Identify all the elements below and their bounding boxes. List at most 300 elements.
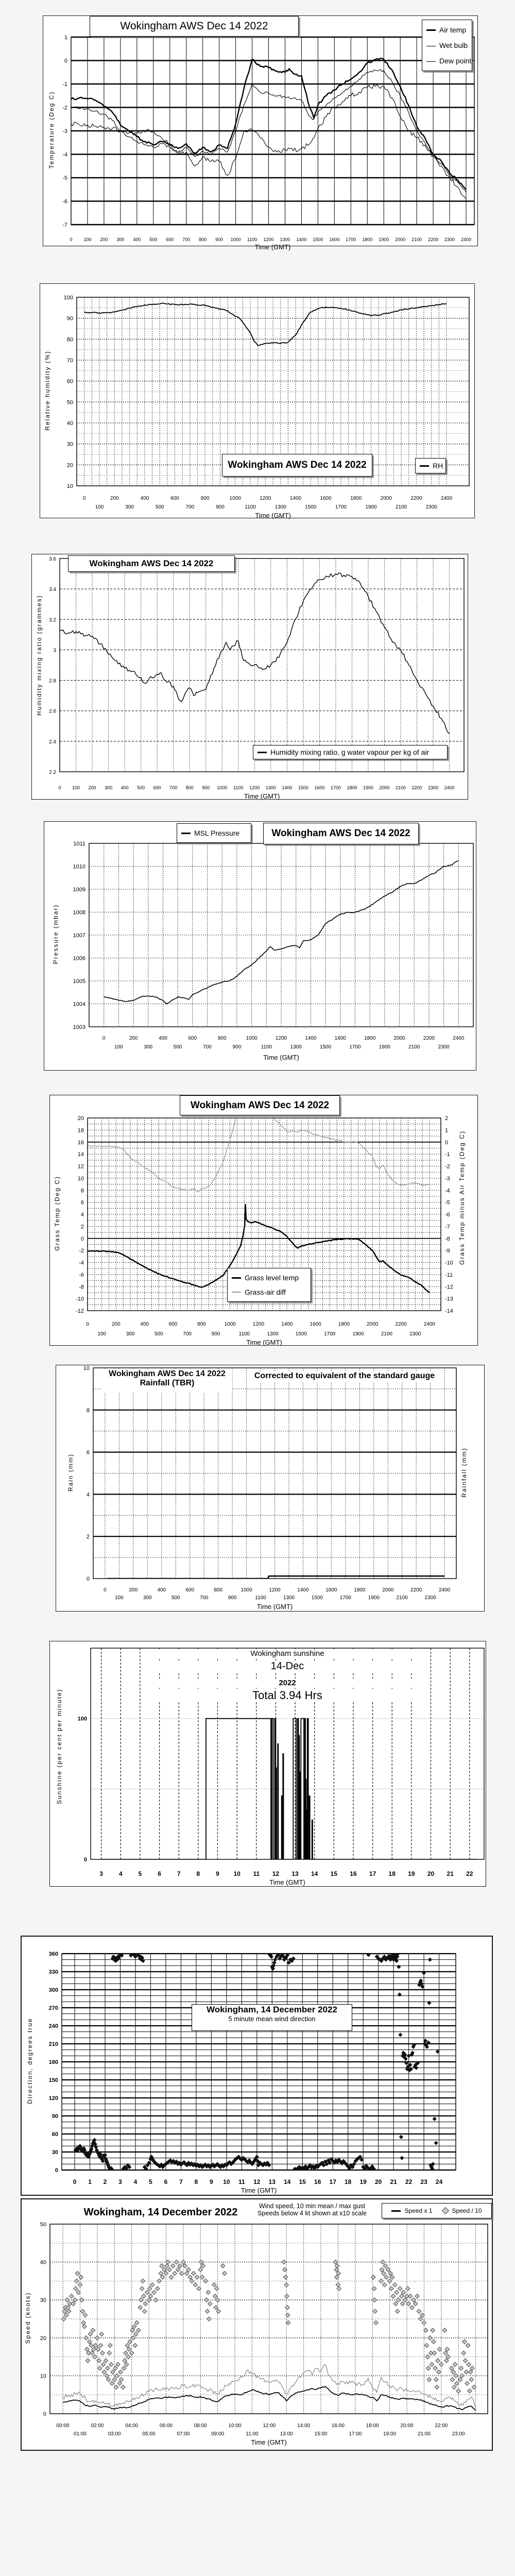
x-tick-label: 700 bbox=[185, 504, 195, 510]
x-tick-label: 2100 bbox=[396, 785, 406, 790]
x-tick-label: 0 bbox=[82, 496, 86, 501]
x-tick-label: 11 bbox=[253, 1870, 260, 1877]
x-tick-label: 1400 bbox=[282, 785, 293, 790]
x-tick-label: 1100 bbox=[238, 1331, 250, 1337]
y-tick-label: 330 bbox=[48, 1969, 58, 1975]
chart-title: Wokingham AWS Dec 14 2022 bbox=[222, 454, 372, 477]
y-tick-label: 1007 bbox=[73, 933, 85, 939]
y-tick-label: 18 bbox=[77, 1127, 84, 1134]
x-tick-label: 800 bbox=[199, 237, 207, 242]
x-tick-label: 200 bbox=[111, 1321, 121, 1327]
x-tick-label: 11 bbox=[238, 2178, 245, 2185]
x-tick-label: 16 bbox=[350, 1870, 357, 1877]
x-tick-label: 2100 bbox=[395, 504, 407, 510]
y2-tick-label: 0 bbox=[445, 1139, 449, 1146]
x-tick-label: 1000 bbox=[241, 1587, 252, 1593]
x-tick-label: 5 bbox=[149, 2178, 152, 2185]
x-tick-label: 500 bbox=[149, 237, 158, 242]
x-tick-label: 05:00 bbox=[142, 2431, 156, 2437]
legend-swatch-thick-icon bbox=[258, 752, 267, 753]
x-tick-label: 2200 bbox=[423, 1036, 435, 1041]
x-tick-label: 19 bbox=[408, 1870, 415, 1877]
legend-box bbox=[422, 20, 472, 71]
x-tick-label: 300 bbox=[125, 504, 134, 510]
x-tick-label: 2000 bbox=[380, 496, 392, 501]
chart-title: Wokingham, 14 December 2022 bbox=[78, 2207, 243, 2220]
x-tick-label: 1100 bbox=[247, 237, 258, 242]
x-axis-label: Time (GMT) bbox=[256, 1603, 293, 1611]
x-tick-label: 0 bbox=[86, 1321, 89, 1327]
x-tick-label: 3 bbox=[99, 1870, 104, 1877]
x-tick-label: 2400 bbox=[423, 1321, 435, 1327]
legend-label: Humidity mixing ratio, g water vapour per kg of air bbox=[270, 748, 430, 756]
x-tick-label: 700 bbox=[183, 1331, 192, 1337]
x-tick-label: 22:00 bbox=[435, 2423, 448, 2429]
x-tick-label: 600 bbox=[168, 1321, 178, 1327]
x-tick-label: 24 bbox=[435, 2178, 443, 2185]
y-tick-label: 240 bbox=[48, 2023, 58, 2029]
x-tick-label: 1500 bbox=[319, 1044, 332, 1050]
y-tick-label: 0 bbox=[80, 1235, 84, 1242]
x-tick-label: 400 bbox=[140, 496, 149, 501]
chart-title: Wokingham AWS Dec 14 2022 bbox=[180, 1095, 340, 1115]
y-tick-label: 20 bbox=[40, 2335, 46, 2342]
legend-swatch-thick-icon bbox=[181, 833, 191, 834]
x-tick-label: 2000 bbox=[393, 1036, 405, 1041]
x-tick-label: 02:00 bbox=[91, 2423, 104, 2429]
x-tick-label: 1300 bbox=[267, 1331, 279, 1337]
y-tick-label: 3.4 bbox=[49, 587, 56, 593]
x-tick-label: 500 bbox=[154, 1331, 163, 1337]
y-tick-label: 4 bbox=[86, 1492, 90, 1498]
x-tick-label: 2400 bbox=[453, 1036, 465, 1041]
x-tick-label: 22 bbox=[405, 2178, 413, 2185]
y-tick-label: 40 bbox=[40, 2259, 46, 2266]
x-tick-label: 0 bbox=[58, 785, 61, 790]
y-tick-label: 0 bbox=[43, 2411, 46, 2417]
y-tick-label: 3.2 bbox=[49, 617, 56, 623]
x-tick-label: 2200 bbox=[410, 496, 422, 501]
x-tick-label: 16:00 bbox=[331, 2423, 345, 2429]
y2-tick-label: -4 bbox=[445, 1188, 450, 1194]
x-tick-label: 14 bbox=[284, 2178, 291, 2185]
chart-canvas-temperature bbox=[43, 16, 478, 247]
x-tick-label: 1000 bbox=[217, 785, 228, 790]
x-tick-label: 800 bbox=[200, 496, 210, 501]
x-tick-label: 1700 bbox=[339, 1595, 351, 1601]
y-axis-label: Grass Temp (Deg C) bbox=[54, 1176, 61, 1251]
chart-panel-rainfall bbox=[56, 1365, 485, 1612]
chart-canvas-mixing-ratio bbox=[32, 554, 469, 800]
y-tick-label: 12 bbox=[77, 1163, 84, 1170]
y-tick-label: 16 bbox=[77, 1139, 84, 1146]
x-axis-label: Time (GMT) bbox=[244, 792, 280, 800]
note-line: Speeds below 4 kt shown at x10 scale bbox=[258, 2210, 367, 2217]
x-tick-label: 9 bbox=[216, 1870, 219, 1877]
legend-item bbox=[426, 26, 466, 34]
y-tick-label: 60 bbox=[52, 2131, 58, 2138]
x-tick-label: 1300 bbox=[280, 237, 290, 242]
y2-tick-label: -8 bbox=[445, 1235, 450, 1242]
y2-tick-label: 2 bbox=[445, 1115, 449, 1122]
x-tick-label: 1900 bbox=[379, 1044, 390, 1050]
x-tick-label: 23:00 bbox=[452, 2431, 465, 2437]
x-tick-label: 800 bbox=[217, 1036, 227, 1041]
y-tick-label: -6 bbox=[62, 198, 67, 205]
x-tick-label: 1800 bbox=[364, 1036, 376, 1041]
legend-item bbox=[232, 1288, 286, 1296]
x-tick-label: 8 bbox=[194, 2178, 198, 2185]
y-tick-label: 180 bbox=[48, 2059, 58, 2065]
y-tick-label: 10 bbox=[66, 483, 73, 489]
y-tick-label: 270 bbox=[48, 2005, 58, 2011]
x-tick-label: 1600 bbox=[310, 1321, 321, 1327]
x-tick-label: 00:00 bbox=[56, 2423, 70, 2429]
x-tick-label: 1700 bbox=[335, 504, 347, 510]
y-tick-label: -2 bbox=[79, 1248, 84, 1255]
x-tick-label: 1800 bbox=[362, 237, 373, 242]
x-tick-label: 2100 bbox=[381, 1331, 393, 1337]
y-tick-label: 360 bbox=[48, 1951, 58, 1957]
y-tick-label: 90 bbox=[66, 315, 73, 322]
chart-title: Wokingham AWS Dec 14 2022 bbox=[90, 16, 299, 37]
x-tick-label: 500 bbox=[171, 1595, 180, 1601]
x-tick-label: 20 bbox=[374, 2178, 382, 2185]
y-tick-label: 20 bbox=[66, 462, 73, 469]
x-tick-label: 200 bbox=[110, 496, 119, 501]
x-tick-label: 500 bbox=[173, 1044, 182, 1050]
x-tick-label: 1100 bbox=[261, 1044, 272, 1050]
x-tick-label: 300 bbox=[116, 237, 125, 242]
x-tick-label: 21 bbox=[390, 2178, 397, 2185]
y-axis-label: Humidity mixing ratio (grammes) bbox=[36, 595, 43, 716]
x-tick-label: 15:00 bbox=[314, 2431, 328, 2437]
x-tick-label: 700 bbox=[169, 785, 178, 790]
series-max-gust bbox=[63, 2364, 476, 2408]
y-tick-label: -5 bbox=[62, 175, 67, 181]
x-tick-label: 1300 bbox=[274, 504, 286, 510]
x-tick-label: 600 bbox=[166, 237, 174, 242]
x-tick-label: 8 bbox=[196, 1870, 200, 1877]
title-line: Wokingham AWS Dec 14 2022 bbox=[109, 1369, 226, 1378]
legend-box bbox=[382, 2203, 492, 2218]
x-tick-label: 1900 bbox=[368, 1595, 380, 1601]
y-tick-label: 0 bbox=[64, 58, 67, 64]
x-tick-label: 13 bbox=[291, 1870, 299, 1877]
y-tick-label: 30 bbox=[52, 2149, 58, 2156]
x-axis-label: Time (GMT) bbox=[254, 243, 291, 251]
y-tick-label: 300 bbox=[48, 1987, 58, 1993]
y-tick-label: 1006 bbox=[73, 955, 85, 962]
x-tick-label: 800 bbox=[185, 785, 194, 790]
x-tick-label: 2300 bbox=[409, 1331, 421, 1337]
x-tick-label: 1700 bbox=[324, 1331, 336, 1337]
legend-swatch-thick-icon bbox=[420, 465, 429, 467]
chart-title bbox=[192, 2004, 352, 2031]
y-tick-label: 1 bbox=[64, 35, 67, 41]
x-tick-label: 600 bbox=[170, 496, 179, 501]
y-tick-label: -1 bbox=[62, 81, 67, 88]
y2-tick-label: -5 bbox=[445, 1199, 450, 1206]
x-tick-label: 2000 bbox=[379, 785, 390, 790]
y-tick-label: 3 bbox=[53, 648, 56, 654]
x-tick-label: 18:00 bbox=[366, 2423, 379, 2429]
x-axis-label: Time (GMT) bbox=[269, 1878, 305, 1886]
x-tick-label: 1800 bbox=[354, 1587, 366, 1593]
y-tick-label: 100 bbox=[63, 295, 73, 301]
x-tick-label: 14:00 bbox=[297, 2423, 311, 2429]
x-tick-label: 2300 bbox=[444, 237, 455, 242]
y-tick-label: -4 bbox=[79, 1260, 84, 1266]
x-tick-label: 10 bbox=[223, 2178, 230, 2185]
y2-tick-label: -14 bbox=[445, 1308, 453, 1314]
x-tick-label: 1900 bbox=[379, 237, 389, 242]
x-tick-label: 12:00 bbox=[263, 2423, 276, 2429]
x-tick-label: 2300 bbox=[424, 1595, 436, 1601]
x-tick-label: 10 bbox=[233, 1870, 241, 1877]
x-tick-label: 1900 bbox=[363, 785, 374, 790]
y-axis-label: Relative humidity (%) bbox=[44, 350, 51, 431]
y-tick-label: 6 bbox=[80, 1199, 84, 1206]
y-tick-label: 70 bbox=[66, 358, 73, 364]
x-tick-label: 17:00 bbox=[349, 2431, 362, 2437]
x-tick-label: 1000 bbox=[230, 237, 241, 242]
y-tick-label: 1004 bbox=[73, 1001, 85, 1008]
x-tick-label: 1400 bbox=[305, 1036, 317, 1041]
x-tick-label: 600 bbox=[185, 1587, 195, 1593]
y-tick-label: -10 bbox=[76, 1296, 84, 1302]
y-tick-label: 1008 bbox=[73, 909, 85, 916]
x-tick-label: 09:00 bbox=[211, 2431, 225, 2437]
x-tick-label: 800 bbox=[197, 1321, 206, 1327]
x-tick-label: 400 bbox=[159, 1036, 167, 1041]
y-tick-label: -2 bbox=[62, 105, 67, 111]
y-tick-label: 2.8 bbox=[49, 678, 56, 684]
x-tick-label: 2100 bbox=[408, 1044, 420, 1050]
x-tick-label: 18 bbox=[388, 1870, 396, 1877]
legend-swatch-thick-icon bbox=[232, 1277, 241, 1279]
legend-label: Grass-air diff bbox=[245, 1288, 286, 1296]
x-tick-label: 2200 bbox=[395, 1321, 407, 1327]
chart-panel-sunshine bbox=[49, 1641, 486, 1887]
legend-item bbox=[232, 1274, 299, 1282]
x-tick-label: 2200 bbox=[428, 237, 439, 242]
x-tick-label: 22 bbox=[466, 1870, 473, 1877]
x-tick-label: 1500 bbox=[311, 1595, 323, 1601]
x-tick-label: 1900 bbox=[352, 1331, 364, 1337]
x-tick-label: 15 bbox=[299, 2178, 306, 2185]
x-tick-label: 7 bbox=[179, 2178, 183, 2185]
series-10-min-mean bbox=[63, 2386, 476, 2411]
y-tick-label: 50 bbox=[40, 2222, 46, 2228]
x-tick-label: 16 bbox=[314, 2178, 321, 2185]
x-tick-label: 03:00 bbox=[108, 2431, 121, 2437]
x-tick-label: 15 bbox=[330, 1870, 338, 1877]
y2-axis-label: Rainfall (mm) bbox=[460, 1447, 468, 1498]
x-tick-label: 2400 bbox=[440, 496, 453, 501]
legend-swatch-gray-icon bbox=[232, 1292, 241, 1293]
x-tick-label: 0 bbox=[70, 237, 73, 242]
legend-label: Grass level temp bbox=[245, 1274, 299, 1282]
x-tick-label: 1400 bbox=[281, 1321, 293, 1327]
legend-swatch-thick-icon bbox=[426, 29, 436, 31]
x-tick-label: 9 bbox=[210, 2178, 213, 2185]
x-tick-label: 1600 bbox=[320, 496, 332, 501]
legend-box bbox=[177, 823, 251, 843]
y-tick-label: 60 bbox=[66, 378, 73, 385]
y-tick-label: 2.6 bbox=[49, 708, 56, 715]
x-tick-label: 21 bbox=[447, 1870, 454, 1877]
y-tick-label: 1009 bbox=[73, 887, 85, 893]
legend-item bbox=[426, 57, 471, 65]
x-tick-label: 14 bbox=[311, 1870, 318, 1877]
y-tick-label: 2.2 bbox=[49, 770, 56, 775]
x-tick-label: 19:00 bbox=[383, 2431, 397, 2437]
chart-canvas-wind-speed bbox=[22, 2199, 494, 2452]
x-tick-label: 1900 bbox=[365, 504, 377, 510]
x-tick-label: 3 bbox=[118, 2178, 122, 2185]
y-tick-label: 1003 bbox=[73, 1024, 85, 1030]
y2-tick-label: -11 bbox=[445, 1272, 453, 1278]
y-tick-label: -4 bbox=[62, 151, 67, 158]
x-tick-label: 400 bbox=[121, 785, 129, 790]
y2-tick-label: -1 bbox=[445, 1151, 450, 1158]
x-tick-label: 600 bbox=[188, 1036, 197, 1041]
legend-swatch-diamond-icon bbox=[442, 2207, 449, 2214]
y-tick-label: 30 bbox=[66, 441, 73, 448]
x-tick-label: 1 bbox=[88, 2178, 92, 2185]
y-tick-label: 80 bbox=[66, 336, 73, 343]
x-tick-label: 700 bbox=[203, 1044, 212, 1050]
legend-swatch-thin-icon bbox=[426, 60, 436, 62]
x-tick-label: 04:00 bbox=[125, 2423, 139, 2429]
legend-item bbox=[391, 2207, 432, 2214]
y2-tick-label: -6 bbox=[445, 1212, 450, 1218]
x-tick-label: 2300 bbox=[438, 1044, 450, 1050]
chart-panel-grass-temp bbox=[49, 1095, 478, 1346]
y-tick-label: 40 bbox=[66, 420, 73, 427]
y-tick-label: 4 bbox=[80, 1212, 84, 1218]
chart-panel-mixing-ratio bbox=[31, 554, 468, 800]
x-tick-label: 1000 bbox=[246, 1036, 258, 1041]
x-tick-label: 1600 bbox=[325, 1587, 337, 1593]
x-tick-label: 300 bbox=[144, 1044, 153, 1050]
title-line: Rainfall (TBR) bbox=[140, 1379, 195, 1387]
y-tick-label: 30 bbox=[40, 2297, 46, 2304]
x-tick-label: 10:00 bbox=[228, 2423, 242, 2429]
x-tick-label: 2400 bbox=[438, 1587, 451, 1593]
y-tick-label: 20 bbox=[77, 1115, 84, 1122]
chart-note bbox=[243, 2202, 381, 2222]
y-tick-label: 8 bbox=[80, 1188, 84, 1194]
x-tick-label: 100 bbox=[97, 1331, 107, 1337]
x-tick-label: 1300 bbox=[283, 1595, 295, 1601]
legend-label: Air temp bbox=[439, 26, 467, 34]
y-axis-label: Direction, degrees true bbox=[26, 2018, 33, 2104]
x-tick-label: 1200 bbox=[269, 1587, 281, 1593]
x-tick-label: 13 bbox=[268, 2178, 276, 2185]
x-tick-label: 200 bbox=[88, 785, 96, 790]
x-tick-label: 1200 bbox=[252, 1321, 265, 1327]
x-tick-label: 600 bbox=[153, 785, 161, 790]
y-tick-label: 2 bbox=[86, 1534, 90, 1540]
x-tick-label: 1700 bbox=[346, 237, 356, 242]
legend-label: Speed x 1 bbox=[404, 2207, 433, 2214]
title-line: 5 minute mean wind direction bbox=[228, 2015, 316, 2023]
chart-panel-wind-direction bbox=[21, 1936, 493, 2196]
x-tick-label: 1700 bbox=[330, 785, 341, 790]
y-tick-label: 8 bbox=[86, 1407, 90, 1414]
x-tick-label: 100 bbox=[95, 504, 104, 510]
x-tick-label: 2000 bbox=[395, 237, 406, 242]
x-tick-label: 800 bbox=[214, 1587, 222, 1593]
x-tick-label: 2000 bbox=[382, 1587, 394, 1593]
title-line: 14-Dec bbox=[159, 1660, 416, 1672]
legend-item bbox=[258, 748, 429, 756]
x-tick-label: 700 bbox=[199, 1595, 209, 1601]
legend-label: Speed / 10 bbox=[452, 2207, 482, 2214]
x-tick-label: 900 bbox=[211, 1331, 220, 1337]
y-tick-label: 0 bbox=[83, 1857, 87, 1863]
x-tick-label: 01:00 bbox=[73, 2431, 87, 2437]
y-tick-label: 6 bbox=[86, 1449, 90, 1456]
y-tick-label: 210 bbox=[48, 2041, 58, 2047]
y2-tick-label: -13 bbox=[445, 1296, 453, 1302]
x-tick-label: 4 bbox=[133, 2178, 138, 2185]
x-tick-label: 2000 bbox=[367, 1321, 379, 1327]
y-tick-label: 0 bbox=[86, 1576, 90, 1582]
x-tick-label: 2300 bbox=[425, 504, 437, 510]
x-tick-label: 100 bbox=[83, 237, 92, 242]
chart-subtitle: Corrected to equivalent of the standard gauge bbox=[249, 1371, 440, 1383]
legend-box bbox=[227, 1268, 311, 1302]
y-tick-label: 14 bbox=[77, 1151, 84, 1158]
y2-tick-label: -10 bbox=[445, 1260, 453, 1266]
y-tick-label: 150 bbox=[48, 2077, 58, 2083]
x-tick-label: 1500 bbox=[295, 1331, 307, 1337]
x-tick-label: 100 bbox=[72, 785, 80, 790]
x-axis-label: Time (GMT) bbox=[246, 1338, 282, 1346]
x-tick-label: 1800 bbox=[338, 1321, 350, 1327]
y-tick-label: 3.6 bbox=[49, 556, 56, 562]
y-tick-label: 90 bbox=[52, 2113, 58, 2120]
legend-box bbox=[415, 458, 446, 473]
x-tick-label: 1500 bbox=[305, 504, 317, 510]
x-tick-label: 08:00 bbox=[194, 2423, 207, 2429]
x-tick-label: 7 bbox=[177, 1870, 181, 1877]
x-axis-label: Time (GMT) bbox=[251, 2438, 287, 2446]
legend-label: RH bbox=[433, 462, 443, 470]
note-line: Wind speed, 10 min mean / max gust bbox=[259, 2202, 366, 2210]
x-tick-label: 11:00 bbox=[246, 2431, 259, 2437]
y2-tick-label: -9 bbox=[445, 1248, 450, 1255]
x-tick-label: 1400 bbox=[296, 237, 307, 242]
x-tick-label: 1500 bbox=[313, 237, 323, 242]
x-tick-label: 2400 bbox=[444, 785, 455, 790]
x-tick-label: 1600 bbox=[329, 237, 340, 242]
x-tick-label: 200 bbox=[129, 1587, 138, 1593]
legend-item bbox=[181, 829, 239, 837]
chart-canvas-pressure bbox=[44, 822, 477, 1071]
x-tick-label: 0 bbox=[73, 2178, 77, 2185]
legend-item bbox=[426, 41, 468, 49]
y-tick-label: -12 bbox=[76, 1308, 84, 1314]
x-tick-label: 18 bbox=[345, 2178, 352, 2185]
x-tick-label: 1100 bbox=[233, 785, 244, 790]
x-axis-label: Time (GMT) bbox=[263, 1054, 299, 1061]
x-tick-label: 1100 bbox=[255, 1595, 266, 1601]
x-tick-label: 2300 bbox=[428, 785, 439, 790]
